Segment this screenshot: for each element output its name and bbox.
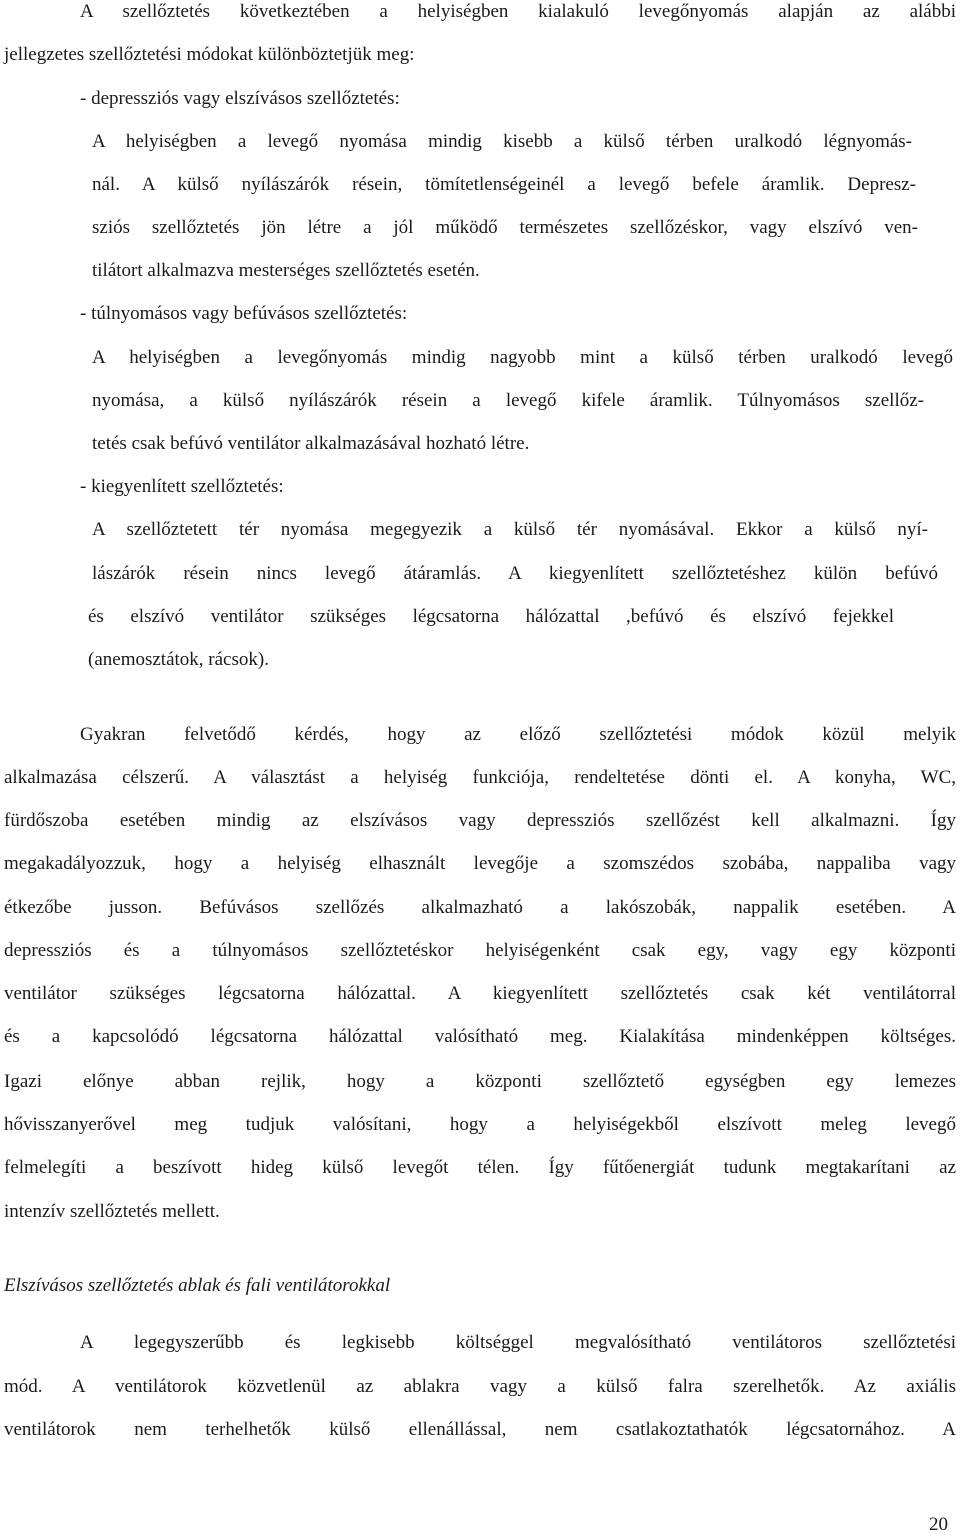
paragraph-line: ventilátorok nem terhelhetők külső ellenállással, nem csatlakoztathatók légcsatornához. A <box>4 1419 956 1440</box>
paragraph-line: Igazi előnye abban rejlik, hogy a központi szellőztető egységben egy lemezes <box>4 1071 956 1092</box>
mode-text-line: tilátort alkalmazva mesterséges szellőztetés esetén. <box>92 260 480 281</box>
paragraph-line: ventilátor szükséges légcsatorna hálózattal. A kiegyenlített szellőztetés csak két ventilátorral <box>4 983 956 1004</box>
section-title: Elszívásos szellőztetés ablak és fali ventilátorokkal <box>4 1275 391 1296</box>
mode-text-line: sziós szellőztetés jön létre a jól működő természetes szellőzéskor, vagy elszívó ven- <box>92 217 918 238</box>
paragraph-line: A legegyszerűbb és legkisebb költséggel megvalósítható ventilátoros szellőztetési <box>80 1332 956 1353</box>
mode-text-line: és elszívó ventilátor szükséges légcsatorna hálózattal ,befúvó és elszívó fejekkel <box>88 606 894 627</box>
mode-text-line: tetés csak befúvó ventilátor alkalmazásával hozható létre. <box>92 433 530 454</box>
mode-text-line: A helyiségben a levegőnyomás mindig nagyobb mint a külső térben uralkodó levegő <box>92 347 953 368</box>
paragraph-line: Gyakran felvetődő kérdés, hogy az előző szellőztetési módok közül melyik <box>80 724 956 745</box>
paragraph-line: megakadályozzuk, hogy a helyiség elhasznált levegője a szomszédos szobába, nappaliba vagy <box>4 853 956 874</box>
intro-line: jellegzetes szellőztetési módokat különböztetjük meg: <box>4 44 415 65</box>
mode-heading: - depressziós vagy elszívásos szellőztetés: <box>80 88 400 109</box>
mode-text-line: nyomása, a külső nyílászárók résein a levegő kifele áramlik. Túlnyomásos szellőz- <box>92 390 924 411</box>
paragraph-line: intenzív szellőztetés mellett. <box>4 1201 220 1222</box>
paragraph-line: alkalmazása célszerű. A választást a helyiség funkciója, rendeltetése dönti el. A konyha, WC, <box>4 767 956 788</box>
paragraph-line: étkezőbe jusson. Befúvásos szellőzés alkalmazható a lakószobák, nappalik esetében. A <box>4 897 956 918</box>
mode-heading: - kiegyenlített szellőztetés: <box>80 476 284 497</box>
paragraph-line: és a kapcsolódó légcsatorna hálózattal valósítható meg. Kialakítása mindenképpen költséges. <box>4 1026 956 1047</box>
mode-text-line: (anemosztátok, rácsok). <box>88 649 269 670</box>
mode-text-line: A szellőztetett tér nyomása megegyezik a külső tér nyomásával. Ekkor a külső nyí- <box>92 519 928 540</box>
mode-heading: - túlnyomásos vagy befúvásos szellőztetés: <box>80 303 408 324</box>
paragraph-line: felmelegíti a beszívott hideg külső levegőt télen. Így fűtőenergiát tudunk megtakarítani az <box>4 1157 956 1178</box>
paragraph-line: fürdőszoba esetében mindig az elszívásos vagy depressziós szellőzést kell alkalmazni. Így <box>4 810 956 831</box>
mode-text-line: lászárók résein nincs levegő átáramlás. A kiegyenlített szellőztetéshez külön befúvó <box>92 563 938 584</box>
mode-text-line: A helyiségben a levegő nyomása mindig kisebb a külső térben uralkodó légnyomás- <box>92 131 912 152</box>
paragraph-line: mód. A ventilátorok közvetlenül az ablakra vagy a külső falra szerelhetők. Az axiális <box>4 1376 956 1397</box>
paragraph-line: depressziós és a túlnyomásos szellőztetéskor helyiségenként csak egy, vagy egy központi <box>4 940 956 961</box>
page-number: 20 <box>929 1514 948 1535</box>
mode-text-line: nál. A külső nyílászárók résein, tömítetlenségeinél a levegő befele áramlik. Depresz- <box>92 174 916 195</box>
paragraph-line: hővisszanyerővel meg tudjuk valósítani, hogy a helyiségekből elszívott meleg levegő <box>4 1114 956 1135</box>
intro-line: A szellőztetés következtében a helyiségben kialakuló levegőnyomás alapján az alábbi <box>80 1 956 22</box>
